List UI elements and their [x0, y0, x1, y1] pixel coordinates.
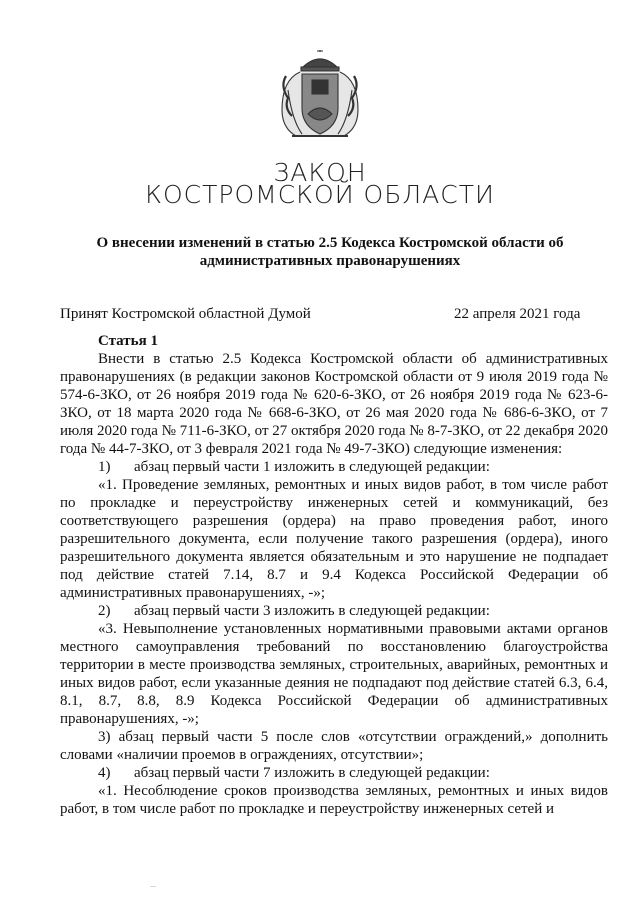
item-number: 1)	[98, 459, 111, 475]
article-heading: Статья 1	[98, 333, 158, 349]
article-intro: Внести в статью 2.5 Кодекса Костромской области об административных правонарушениях (в редакции законов Костромской области от 9 июля 2019 года № 574-6-ЗКО, от 26 ноября 2019 года № 620-6-ЗКО, от 26 ноября 2019 года № 623-6-ЗКО, от 18 марта 2020 года № 668-6-ЗКО, от 26 мая 2020 года № 686-6-ЗКО, от 7 июля 2020 года № 711-6-ЗКО, от 27 октября 2020 года № 8-7-ЗКО, от 22 декабря 2020 года № 44-7-ЗКО, от 3 февраля 2021 года № 49-7-ЗКО) следующие изменения:	[60, 351, 608, 457]
law-subject: О внесении изменений в статью 2.5 Кодекса Костромской области об административных правонарушениях	[96, 235, 564, 269]
item-text: абзац первый части 5 после слов «отсутствии ограждений,» дополнить словами «наличии проемов в ограждениях, отсутствии»;	[60, 729, 608, 763]
list-item	[60, 458, 608, 476]
item-number: 2)	[98, 603, 111, 619]
adopted-by: Принят Костромской областной Думой	[60, 306, 311, 322]
item-text: абзац первый части 1 изложить в следующей редакции:	[134, 459, 490, 475]
quoted-text: «1. Несоблюдение сроков производства земляных, ремонтных и иных видов работ, в том числе работ по прокладке и переустройству инженерных сетей и	[60, 783, 608, 817]
law-title: ЗАКОН	[273, 158, 367, 187]
scan-mark: —	[150, 884, 156, 890]
quoted-text: «1. Проведение земляных, ремонтных и иных видов работ, в том числе работ по прокладке и переустройству инженерных сетей и коммуникаций, без соответствующего разрешения (ордера) на право проведения работ, иного разрешительного документа, если получение такого разрешения (ордера), иного разрешительного документа является обязательным и это нарушение не подпадает под действие статей 7.14, 8.7 и 9.4 Кодекса Российской Федерации об административных правонарушениях, -»;	[60, 477, 608, 601]
list-item	[60, 602, 608, 620]
item-number: 4)	[98, 765, 111, 781]
item-text: абзац первый части 7 изложить в следующей редакции:	[134, 765, 490, 781]
coat-of-arms-icon	[272, 50, 368, 142]
adoption-date: 22 апреля 2021 года	[454, 306, 581, 322]
list-item	[60, 728, 608, 764]
document-body	[60, 332, 608, 818]
quoted-text: «3. Невыполнение установленных нормативными правовыми актами органов местного самоуправления требований по восстановлению благоустройства территории в месте производства земляных, строительных, аварийных, ремонтных и иных видов работ, если указанные деяния не подпадают под действие статей 6.3, 6.4, 8.1, 8.7, 8.8, 8.9 Кодекса Российской Федерации об административных правонарушениях, -»;	[60, 621, 608, 727]
item-text: абзац первый части 3 изложить в следующей редакции:	[134, 603, 490, 619]
list-item	[60, 764, 608, 782]
item-number: 3)	[98, 729, 111, 745]
region-title: КОСТРОМСКОЙ ОБЛАСТИ	[145, 180, 495, 209]
